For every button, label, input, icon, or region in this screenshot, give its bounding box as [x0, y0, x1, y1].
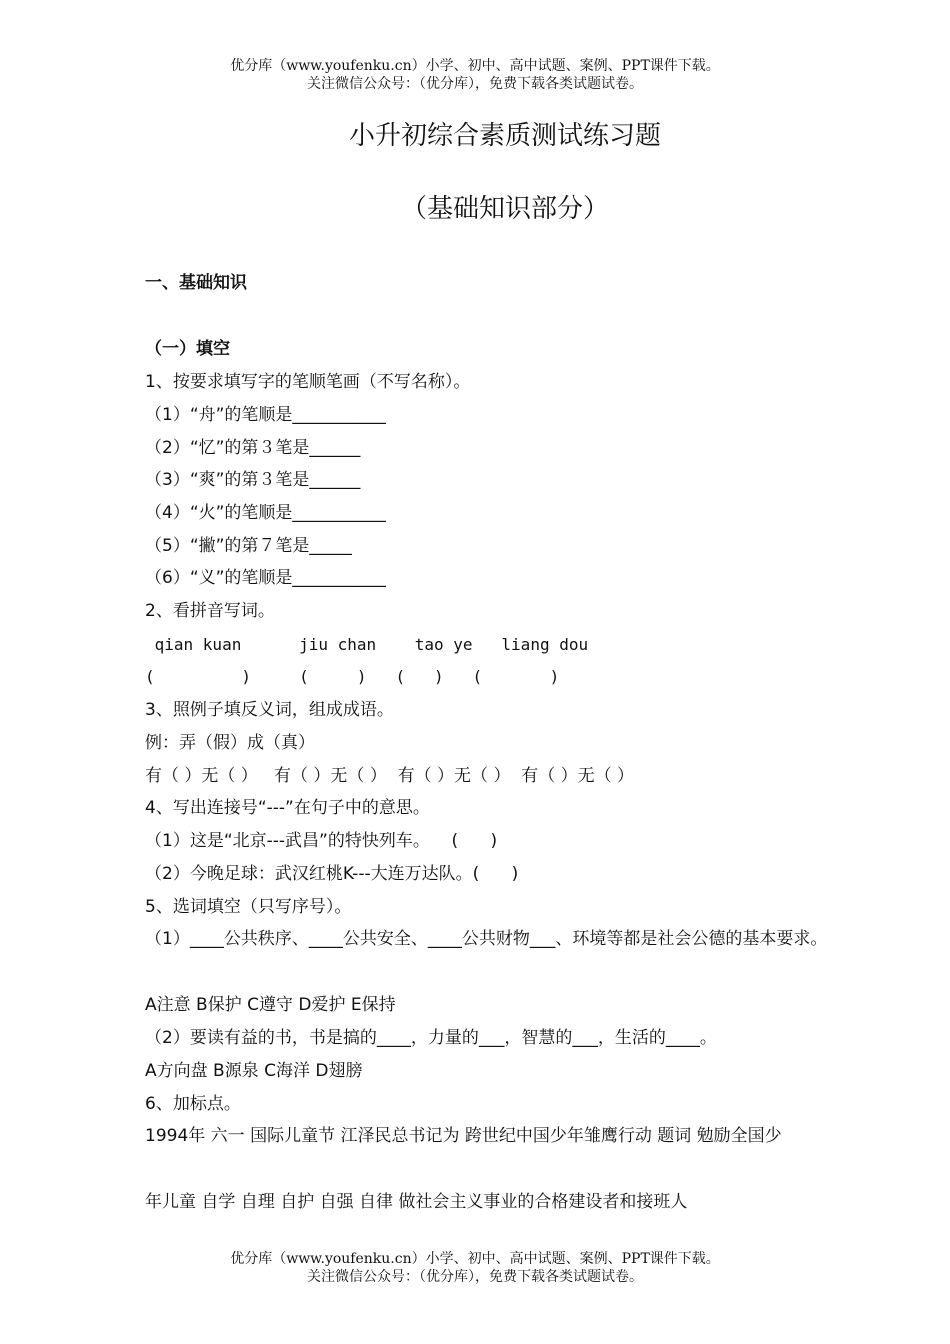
q3-blanks: 有（ ）无（ ） 有（ ）无（ ） 有（ ）无（ ） 有（ ）无（ ） [145, 766, 635, 786]
q1-item: （5）“撇”的第７笔是_____ [145, 536, 352, 556]
q2-prompt: 2、看拼音写词。 [145, 601, 275, 621]
q5-options-2: A方向盘 B源泉 C海洋 D翅膀 [145, 1061, 363, 1081]
q1-prompt: 1、按要求填写字的笔顺笔画（不写名称）。 [145, 372, 471, 392]
q2-blanks: ( ) ( ) ( ) ( ) [145, 667, 560, 686]
q1-item: （3）“爽”的第３笔是______ [145, 470, 361, 490]
q3-example: 例：弄（假）成（真） [145, 733, 315, 753]
page-subtitle: （基础知识部分） [400, 194, 609, 224]
q4-item: （2）今晚足球：武汉红桃K---大连万达队。( ) [145, 864, 519, 884]
q4-item: （1）这是“北京---武昌”的特快列车。 ( ) [145, 831, 498, 851]
q6-text-line-2: 年儿童 自学 自理 自护 自强 自律 做社会主义事业的合格建设者和接班人 [145, 1192, 688, 1212]
q1-item: （2）“忆”的第３笔是______ [145, 438, 361, 458]
header-line-2: 关注微信公众号：（优分库），免费下载各类试题试卷。 [307, 76, 643, 92]
q4-prompt: 4、写出连接号“---”在句子中的意思。 [145, 798, 430, 818]
q5-item-2: （2）要读有益的书，书是搞的____，力量的___，智慧的___，生活的____。 [145, 1028, 717, 1048]
section-heading: 一、基础知识 [145, 273, 247, 293]
q2-pinyin: qian kuan jiu chan tao ye liang dou [145, 635, 589, 654]
subsection-heading: （一）填空 [145, 339, 230, 359]
q5-item-1: （1）____公共秩序、____公共安全、____公共财物___、环境等都是社会公德的基本要求。 [145, 929, 828, 949]
q1-item: （4）“火”的笔顺是___________ [145, 503, 386, 523]
footer-line-2: 关注微信公众号：（优分库），免费下载各类试题试卷。 [307, 1269, 643, 1285]
q1-item: （6）“义”的笔顺是___________ [145, 568, 386, 588]
page-title: 小升初综合素质测试练习题 [348, 121, 661, 151]
q6-text-line-1: 1994年 六一 国际儿童节 江泽民总书记为 跨世纪中国少年雏鹰行动 题词 勉励全国少 [145, 1126, 782, 1146]
q6-prompt: 6、加标点。 [145, 1094, 241, 1114]
footer-line-1: 优分库（www.youfenku.cn）小学、初中、高中试题、案例、PPT课件下载。 [230, 1251, 720, 1267]
q5-prompt: 5、选词填空（只写序号）。 [145, 897, 352, 917]
q3-prompt: 3、照例子填反义词，组成成语。 [145, 700, 394, 720]
q1-item: （1）“舟”的笔顺是___________ [145, 405, 386, 425]
q5-options-1: A注意 B保护 C遵守 D爱护 E保持 [145, 995, 396, 1015]
header-line-1: 优分库（www.youfenku.cn）小学、初中、高中试题、案例、PPT课件下载。 [230, 58, 720, 74]
